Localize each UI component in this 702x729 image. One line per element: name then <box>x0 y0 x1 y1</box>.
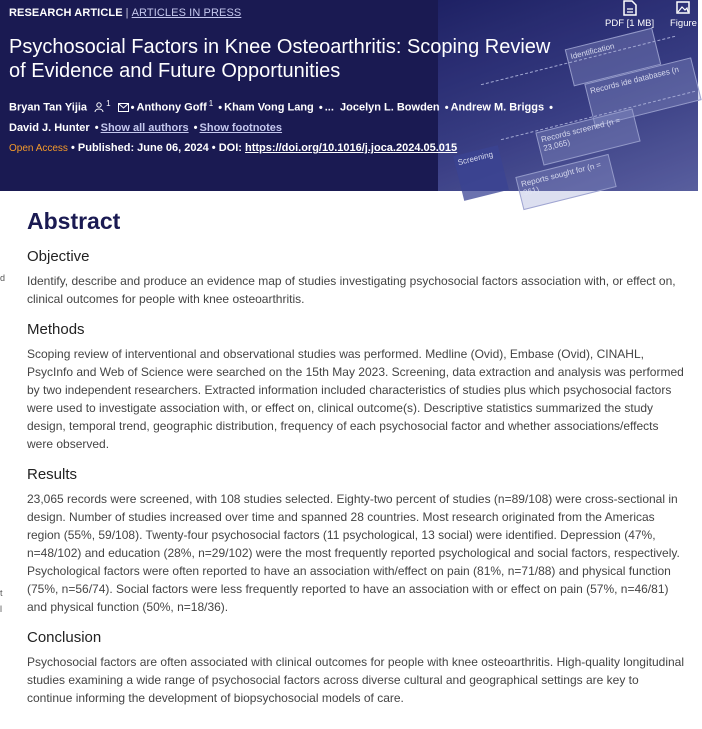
person-icon <box>94 102 104 112</box>
section-heading-conclusion: Conclusion <box>27 629 102 646</box>
deco-reports-label: Reports sought for (n = 361) <box>520 160 602 198</box>
section-text-objective: Identify, describe and produce an evidence map of studies investigating psychosocial factors association with, or effect on, clinical outcomes for people with knee osteoarthritis. <box>27 274 676 306</box>
pdf-icon <box>623 0 637 16</box>
separator-dot: • <box>190 121 198 134</box>
author-name[interactable]: Jocelyn L. Bowden <box>340 101 440 114</box>
separator-dot: • <box>215 101 223 114</box>
pdf-label: PDF [1 MB] <box>605 18 655 29</box>
abstract-section <box>27 207 687 719</box>
author-affiliation: 1 <box>106 99 111 108</box>
separator-dot: • <box>546 101 553 114</box>
article-type: RESEARCH ARTICLE <box>9 7 123 19</box>
author-name[interactable]: David J. Hunter <box>9 121 90 134</box>
deco-records-screened-label: Records screened (n = 23,065) <box>540 115 622 153</box>
articles-in-press-link[interactable]: ARTICLES IN PRESS <box>131 7 242 19</box>
separator-dot: • <box>441 101 449 114</box>
author-name[interactable]: Kham Vong Lang <box>224 101 314 114</box>
separator-dot: • <box>67 142 78 154</box>
section-text-conclusion: Psychosocial factors are often associated with clinical outcomes for people with knee osteoarthritis. High-quality longitudinal studies examining a wide range of psychosocial factors across diverse cultural and geographical settings are key to continue informing the development of biopsychosocial models of care. <box>27 655 685 705</box>
article-title: Psychosocial Factors in Knee Osteoarthritis: Scoping Review of Evidence and Future Opportunities <box>9 36 551 82</box>
image-icon <box>676 0 690 16</box>
deco-reports-box <box>515 154 616 210</box>
article-tags <box>9 7 241 19</box>
side-fragment: l <box>0 604 2 614</box>
deco-screening-label: Screening <box>456 149 494 168</box>
deco-identification-label: Identification <box>569 41 616 62</box>
section-text-results: 23,065 records were screened, with 108 studies selected. Eighty-two percent of studies (n=89/108) were cross-sectional in design. Number of studies increased over time and spanned 28 countries. Most research originated from the Americas region (55%, 59/108). Twenty-four psychosocial factors (11 psychological, 13 social) were identified. Depression (47%, n=48/102) and education (28%, n=29/102) were the most frequently reported psychological and social factors, respectively. Psychological factors were often reported to have an association with/effect on pain (81%, n=71/88) and physical function (75%, n=56/74). Social factors were less frequently reported to have an association with or effect on pain (57%, n=46/81) and physical function (50%, n=18/36). <box>27 492 680 614</box>
pdf-button[interactable] <box>605 0 654 29</box>
publication-meta <box>9 142 457 154</box>
section-heading-results: Results <box>27 466 78 483</box>
tag-separator: | <box>125 7 129 19</box>
article-header <box>0 0 698 198</box>
side-fragment: t <box>0 588 3 598</box>
published-date: Published: June 06, 2024 <box>77 142 209 154</box>
separator-dot: • <box>91 121 99 134</box>
author-affiliation: 1 <box>208 99 214 108</box>
abstract-heading: Abstract <box>27 208 121 234</box>
section-heading-objective: Objective <box>27 248 90 265</box>
author-name[interactable]: Anthony Goff <box>136 101 207 114</box>
separator-dot: • <box>208 142 219 154</box>
figures-label: Figure <box>670 18 697 29</box>
show-all-authors-link[interactable]: Show all authors <box>100 121 189 134</box>
email-icon[interactable] <box>118 103 129 112</box>
separator-dot: • <box>130 101 135 114</box>
author-name[interactable]: Bryan Tan Yijia <box>9 101 88 114</box>
author-ellipsis: ... <box>324 101 334 114</box>
separator-dot: • <box>315 101 323 114</box>
deco-records-db-label: Records ide databases (n <box>589 64 680 96</box>
side-fragment: d <box>0 273 6 283</box>
deco-screening-box <box>453 145 509 201</box>
author-name[interactable]: Andrew M. Briggs <box>450 101 545 114</box>
author-list <box>9 94 569 138</box>
figures-button[interactable] <box>670 0 697 29</box>
doi-link[interactable]: https://doi.org/10.1016/j.joca.2024.05.015 <box>245 142 458 154</box>
open-access-badge: Open Access <box>9 143 68 154</box>
doi-label: DOI: <box>218 142 242 154</box>
section-heading-methods: Methods <box>27 321 85 338</box>
show-footnotes-link[interactable]: Show footnotes <box>199 121 283 134</box>
section-text-methods: Scoping review of interventional and observational studies was performed. Medline (Ovid), Embase (Ovid), CINAHL, PsycInfo and Web of Science were searched on the 15th May 2023. Screening, data extraction and analysis was performed by two independent researchers. Extracted information included characteristics of studies plus which psychosocial factors were used to investigate association with, or effect on, clinical outcome(s). Descriptive statistics summarized the study design, temporal trend, geographic distribution, frequency of each psychosocial factor and whether associations/effects were observed. <box>27 347 684 451</box>
